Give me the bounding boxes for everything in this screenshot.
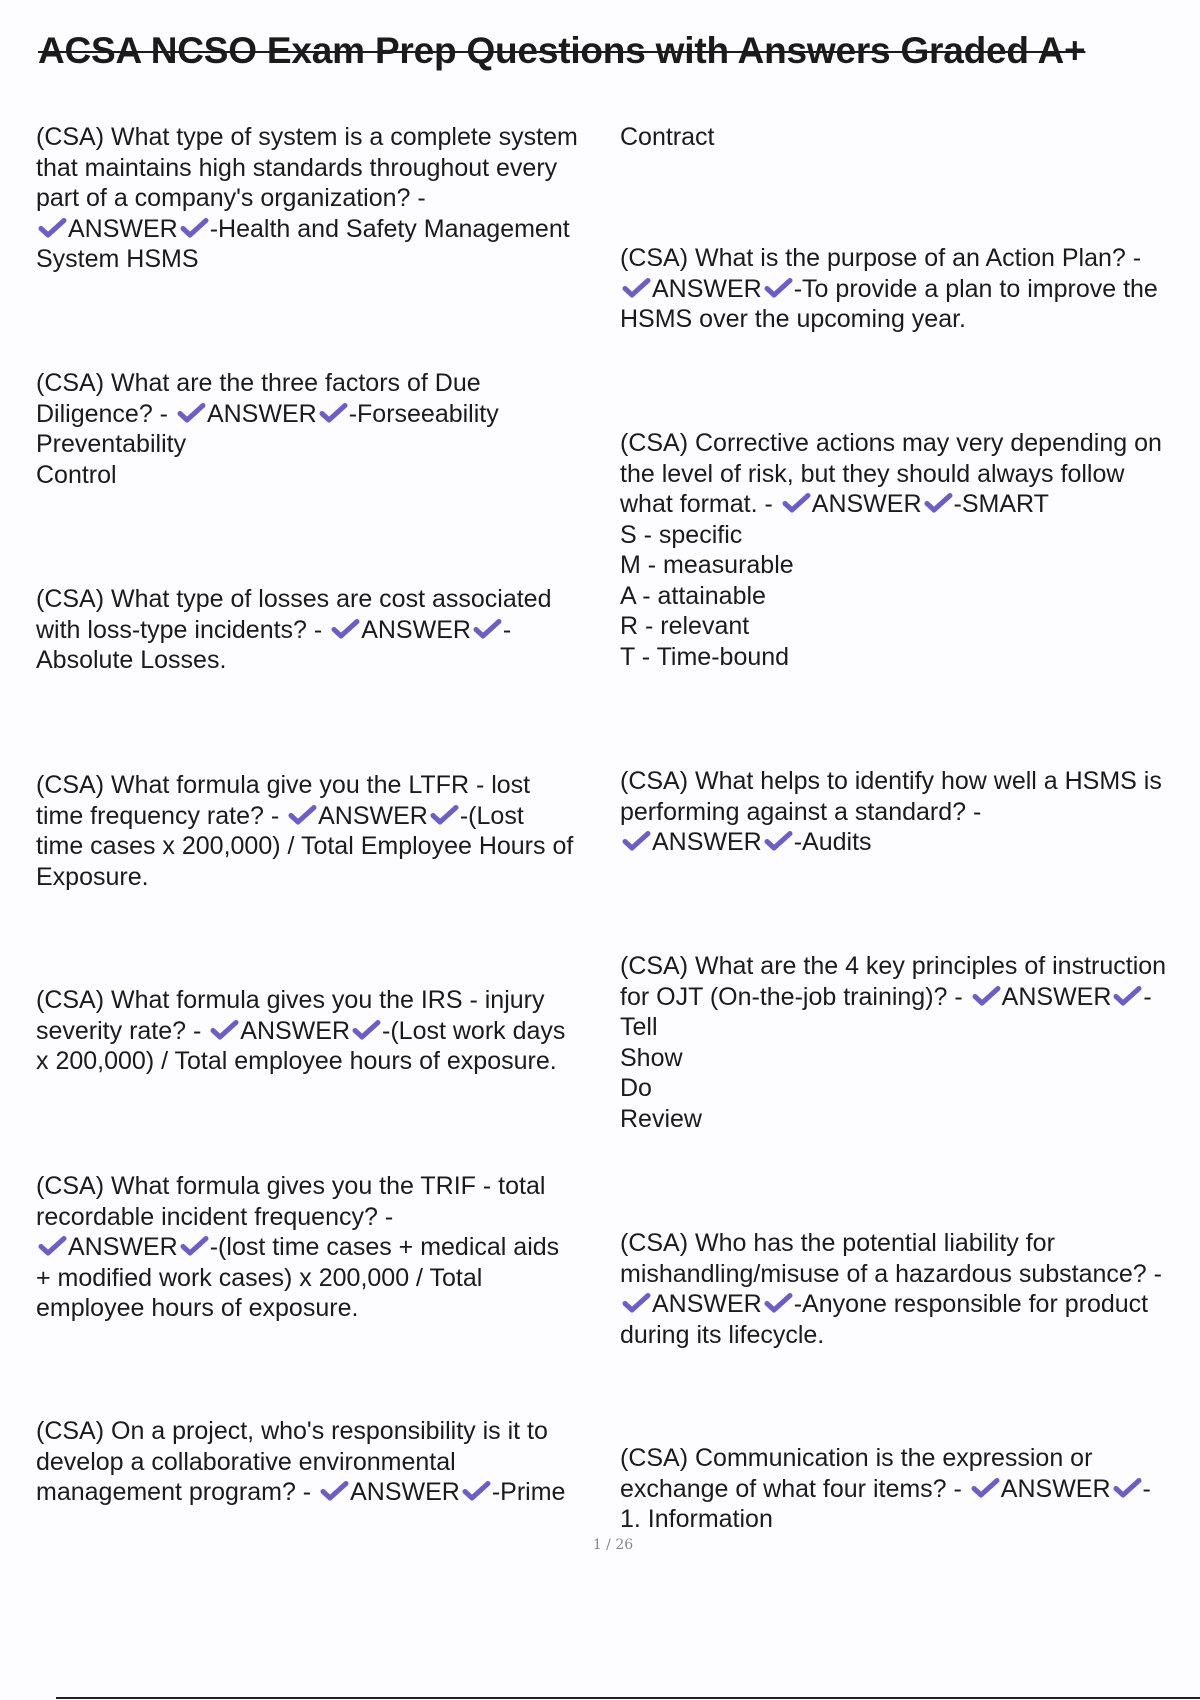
check-icon — [763, 830, 793, 852]
qa-continuation — [620, 122, 1200, 153]
qa-item — [36, 770, 621, 892]
document-title: ACSA NCSO Exam Prep Questions with Answers Graded A+ — [38, 30, 1086, 71]
question-text: (CSA) What type of losses are cost associated with loss-type incidents? - — [36, 585, 552, 644]
check-icon — [429, 804, 459, 826]
check-icon — [971, 985, 1001, 1007]
qa-item — [620, 766, 1200, 858]
qa-item — [620, 243, 1200, 335]
answer-label: ANSWER — [1000, 1474, 1111, 1503]
answer-text: Contract — [620, 123, 715, 151]
check-icon — [37, 217, 67, 239]
check-icon — [461, 1480, 491, 1502]
question-text: (CSA) Communication is the expression or exchange of what four items? - — [620, 1444, 1093, 1503]
check-icon — [472, 618, 502, 640]
check-icon — [621, 830, 651, 852]
question-text: (CSA) What helps to identify how well a HSMS is performing against a standard? - — [620, 767, 1162, 826]
answer-label: ANSWER — [350, 1478, 460, 1506]
check-icon — [621, 1292, 651, 1314]
qa-item — [36, 584, 621, 676]
answer-label: ANSWER — [68, 214, 178, 243]
check-icon — [1112, 985, 1142, 1007]
answer-text: -Prime — [491, 1478, 566, 1506]
check-icon — [37, 1235, 67, 1257]
answer-label: ANSWER — [652, 1290, 762, 1318]
answer-label: ANSWER — [240, 1016, 351, 1045]
answer-label: ANSWER — [361, 615, 471, 644]
check-icon — [621, 277, 651, 299]
check-icon — [319, 1480, 349, 1502]
answer-text: - Absolute Losses. — [36, 615, 512, 674]
page-number: 1 / 26 — [592, 1537, 634, 1553]
check-icon — [287, 804, 317, 826]
question-text: (CSA) What are the three factors of Due Diligence? - — [36, 369, 481, 428]
answer-text: - 1. Information — [620, 1474, 1151, 1533]
answer-text: -(lost time cases + medical aids + modified work cases) x 200,000 / Total employee hours of exposure. — [36, 1233, 560, 1322]
answer-label: ANSWER — [652, 274, 762, 303]
answer-text: -Forseeability Preventability Control — [36, 399, 499, 489]
check-icon — [330, 618, 360, 640]
check-icon — [179, 1235, 209, 1257]
answer-text: -(Lost time cases x 200,000) / Total Employee Hours of Exposure. — [36, 801, 574, 891]
qa-item — [620, 428, 1200, 672]
question-text: (CSA) What type of system is a complete system that maintains high standards throughout every part of a company's organization? - — [36, 123, 578, 212]
check-icon — [351, 1019, 381, 1041]
check-icon — [209, 1019, 239, 1041]
answer-label: ANSWER — [811, 490, 922, 518]
qa-item — [36, 122, 621, 275]
divider — [56, 1697, 1200, 1699]
question-text: (CSA) What is the purpose of an Action Plan? - — [620, 244, 1142, 272]
answer-label: ANSWER — [1001, 982, 1112, 1011]
answer-label: ANSWER — [652, 828, 762, 856]
answer-text: -Anyone responsible for product during its lifecycle. — [620, 1290, 1149, 1349]
qa-item — [36, 1416, 621, 1508]
check-icon — [179, 217, 209, 239]
question-text: (CSA) What are the 4 key principles of instruction for OJT (On-the-job training)? - — [620, 952, 1167, 1011]
answer-text: - Tell Show Do Review — [620, 982, 1152, 1133]
qa-item — [36, 1171, 621, 1324]
qa-item — [620, 1228, 1200, 1350]
answer-text: -To provide a plan to improve the HSMS over the upcoming year. — [620, 274, 1158, 333]
answer-text: -Audits — [793, 828, 872, 856]
question-text: (CSA) What formula gives you the IRS - injury severity rate? - — [36, 986, 545, 1045]
question-text: (CSA) What formula gives you the TRIF - total recordable incident frequency? - — [36, 1172, 546, 1231]
check-icon — [781, 492, 811, 514]
question-text: (CSA) Corrective actions may very depending on the level of risk, but they should always follow what format. - — [620, 429, 1162, 518]
answer-label: ANSWER — [318, 801, 428, 830]
answer-text: -Health and Safety Management System HSMS — [36, 214, 570, 273]
check-icon — [970, 1477, 1000, 1499]
qa-item — [620, 1443, 1200, 1535]
answer-label: ANSWER — [206, 399, 317, 428]
qa-item — [36, 368, 621, 490]
question-text: (CSA) What formula give you the LTFR - lost time frequency rate? - — [36, 771, 531, 830]
check-icon — [763, 1292, 793, 1314]
qa-item — [620, 951, 1200, 1134]
qa-item — [36, 985, 621, 1077]
check-icon — [763, 277, 793, 299]
question-text: (CSA) Who has the potential liability for mishandling/misuse of a hazardous substance? - — [620, 1229, 1162, 1288]
check-icon — [318, 402, 348, 424]
answer-text: -(Lost work days x 200,000) / Total employee hours of exposure. — [36, 1016, 566, 1075]
check-icon — [1112, 1477, 1142, 1499]
check-icon — [176, 402, 206, 424]
answer-label: ANSWER — [68, 1233, 178, 1261]
answer-text: -SMART S - specific M - measurable A - attainable R - relevant T - Time-bound — [620, 490, 1049, 671]
question-text: (CSA) On a project, who's responsibility is it to develop a collaborative environmental management program? - — [36, 1417, 548, 1506]
check-icon — [923, 492, 953, 514]
